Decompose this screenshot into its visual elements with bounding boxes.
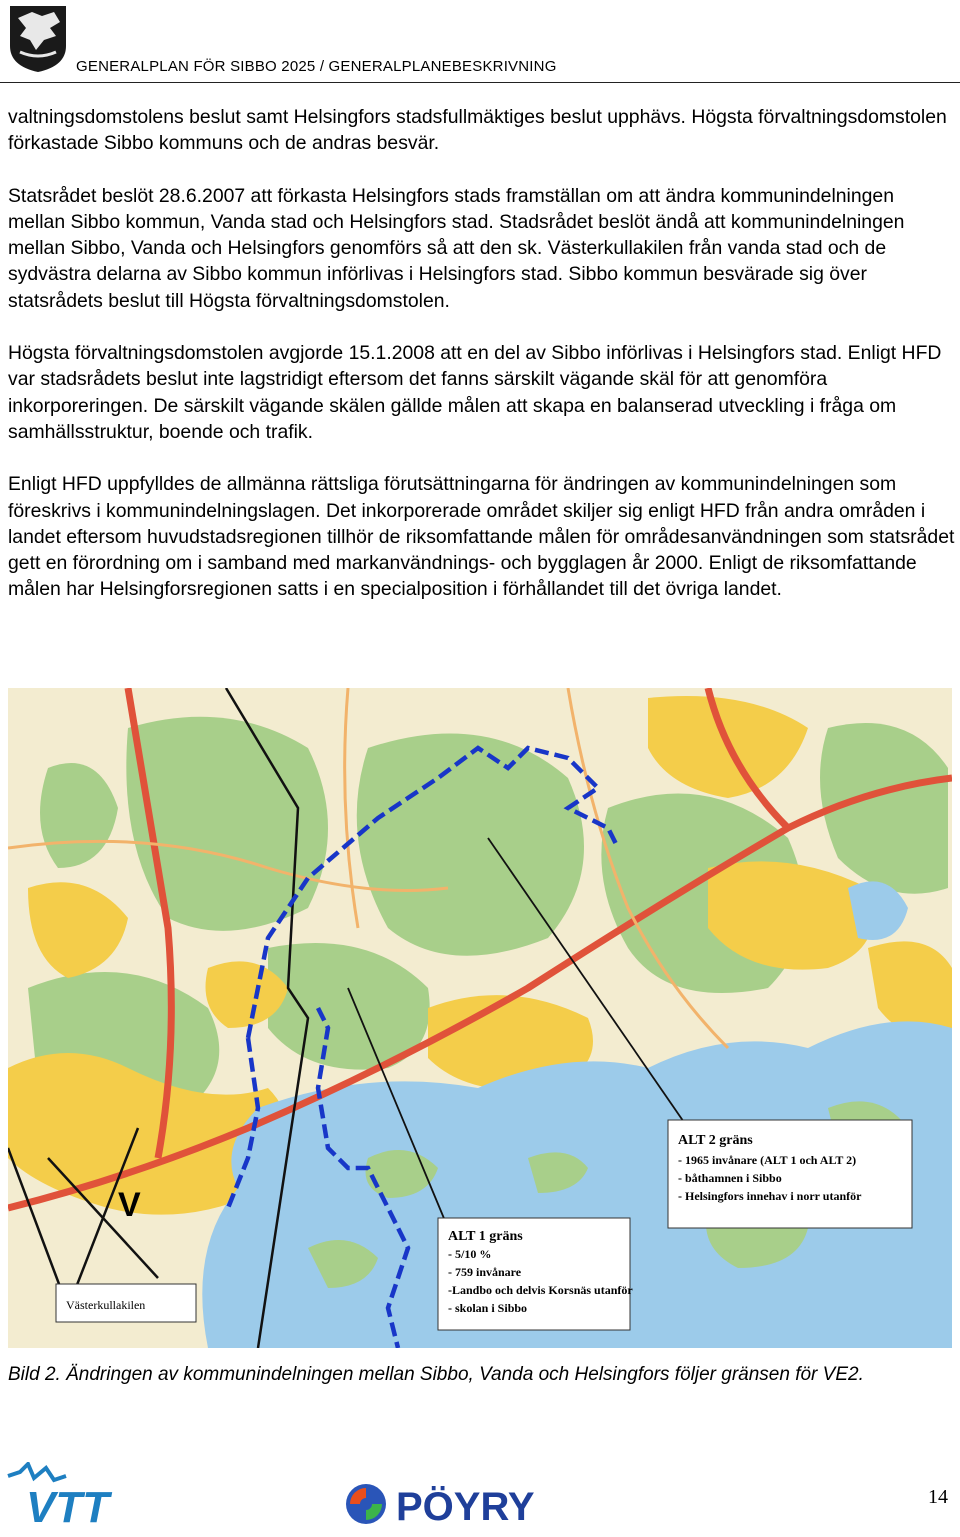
v-label: V — [118, 1186, 141, 1224]
vtt-pulse-icon — [8, 1464, 66, 1480]
page-number: 14 — [928, 1486, 948, 1508]
vtt-logo — [6, 1462, 176, 1528]
alt2-label-box — [668, 1120, 912, 1228]
header-divider — [0, 82, 960, 83]
alt1-line: - skolan i Sibbo — [448, 1301, 528, 1315]
alt1-line: - 759 invånare — [448, 1265, 522, 1279]
boundary-map — [8, 688, 952, 1348]
alt2-line: - Helsingfors innehav i norr utanför — [678, 1189, 862, 1203]
alt2-line: - 1965 invånare (ALT 1 och ALT 2) — [678, 1153, 857, 1167]
document-header-title: GENERALPLAN FÖR SIBBO 2025 / GENERALPLANEBESKRIVNING — [76, 58, 557, 75]
poyry-logo-text: PÖYRY — [396, 1485, 535, 1529]
alt1-label-box — [438, 1218, 633, 1330]
alt2-title: ALT 2 gräns — [678, 1133, 753, 1148]
vasterkullakilen-label: Västerkullakilen — [66, 1298, 146, 1312]
paragraph: Statsrådet beslöt 28.6.2007 att förkasta Helsingfors stads framställan om att ändra kommunindelningen mellan Sibbo kommun, Vanda stad och Helsingfors stad. Stadsrådet beslöt ändå att kommunindelningen mellan Sibbo, Vanda och Helsingfors genomförs så att den sk. Västerkullakilen från vanda stad och de sydvästra delarna av Sibbo kommun införlivas i Helsingfors stad. Sibbo kommun besvärade sig över statsrådets beslut till Högsta förvaltningsdomstolen. — [8, 184, 905, 312]
vasterkullakilen-label-box — [56, 1284, 196, 1322]
alt1-line: -Landbo och delvis Korsnäs utanför — [448, 1283, 633, 1297]
vtt-logo-text: VTT — [26, 1483, 110, 1528]
municipal-crest-logo — [6, 2, 70, 74]
alt2-line: - båthamnen i Sibbo — [678, 1171, 782, 1185]
paragraph: valtningsdomstolens beslut samt Helsingfors stadsfullmäktiges beslut upphävs. Högsta förvaltningsdomstolen förkastade Sibbo kommuns och de andras besvär. — [8, 106, 947, 155]
figure-caption: Bild 2. Ändringen av kommunindelningen mellan Sibbo, Vanda och Helsingfors följer gränsen för VE2. — [8, 1364, 864, 1385]
body-text — [8, 104, 956, 603]
poyry-logo — [340, 1476, 604, 1532]
paragraph: Högsta förvaltningsdomstolen avgjorde 15.1.2008 att en del av Sibbo införlivas i Helsingfors stad. Enligt HFD var stadsrådets beslut inte lagstridigt eftersom det fanns särskilt vägande skäl för att genomföra inkorporeringen. De särskilt vägande skälen gällde målen att skapa en balanserad utveckling i fråga om samhällsstruktur, boende och trafik. — [8, 342, 942, 443]
alt1-line: - 5/10 % — [448, 1247, 492, 1261]
alt1-title: ALT 1 gräns — [448, 1229, 523, 1244]
paragraph: Enligt HFD uppfylldes de allmänna rättsliga förutsättningarna för ändringen av kommunindelningen som föreskrivs i kommunindelningslagen. Det inkorporerade området skiljer sig enligt HFD från andra områden i landet eftersom huvudstadsregionen tillhör de riksomfattande målen för områdesanvändningen som statsrådet gett en förordning om i samband med markanvändnings- och bygglagen år 2000. Enligt de riksomfattande målen har Helsingforsregionen satts i en specialposition i förhållandet till det övriga landet. — [8, 473, 955, 601]
